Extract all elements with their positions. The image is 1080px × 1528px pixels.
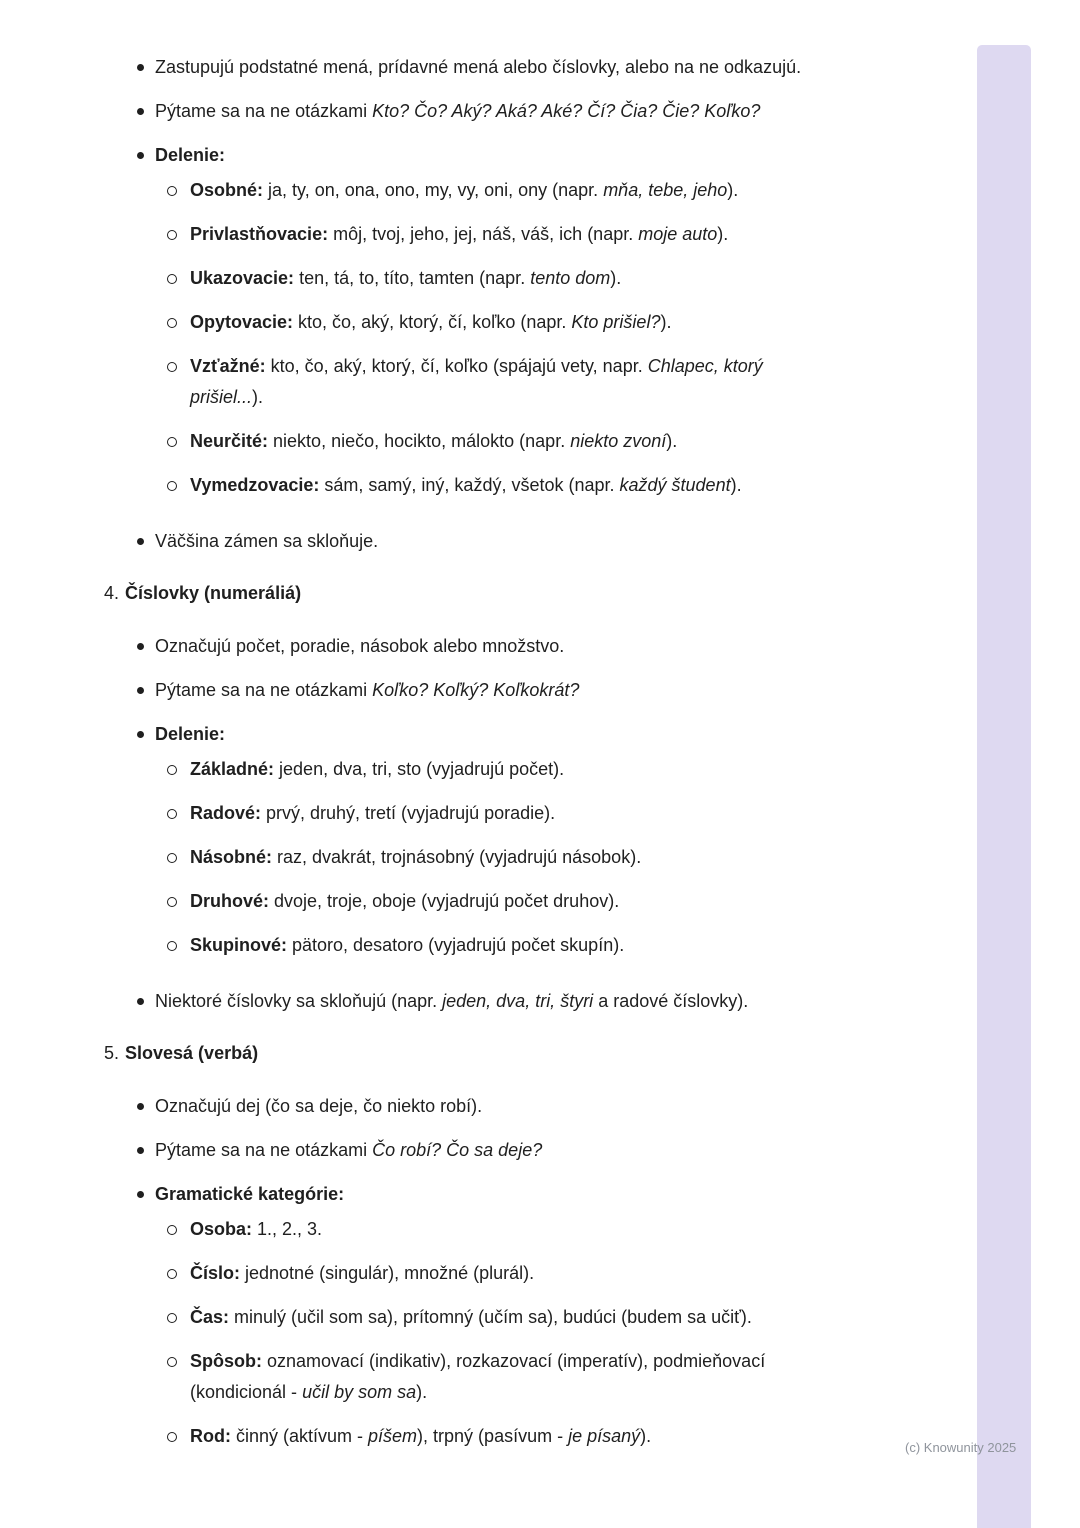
list-item-text: Označujú dej (čo sa deje, čo niekto robí). bbox=[155, 1096, 483, 1116]
list-item bbox=[104, 631, 822, 662]
list-item-text: Delenie: bbox=[155, 724, 226, 744]
bullet-circle-icon bbox=[167, 175, 190, 206]
list-item-text: Čas: minulý (učil som sa), prítomný (učím sa), budúci (budem sa učiť). bbox=[190, 1307, 752, 1327]
bullet-circle-icon bbox=[167, 754, 190, 785]
bullet-circle-icon bbox=[167, 930, 190, 961]
sub-list-item bbox=[104, 1421, 822, 1452]
sub-list-item bbox=[104, 1302, 822, 1333]
bullet-circle-icon bbox=[167, 1214, 190, 1245]
sub-list-item bbox=[104, 930, 822, 961]
bullet-circle-icon bbox=[167, 1346, 190, 1408]
list-item bbox=[104, 140, 822, 171]
list-item-text: Osobné: ja, ty, on, ona, ono, my, vy, oni, ony (napr. mňa, tebe, jeho). bbox=[190, 180, 739, 200]
bullet-circle-icon bbox=[167, 1302, 190, 1333]
sub-list-item bbox=[104, 307, 822, 338]
list-item-text: Vymedzovacie: sám, samý, iný, každý, všetok (napr. každý študent). bbox=[190, 475, 742, 495]
list-item-text: Druhové: dvoje, troje, oboje (vyjadrujú počet druhov). bbox=[190, 891, 620, 911]
section-heading bbox=[104, 578, 822, 609]
sub-list-item bbox=[104, 798, 822, 829]
list-item-text: Spôsob: oznamovací (indikativ), rozkazovací (imperatív), podmieňovací (kondicionál - učil by som sa). bbox=[190, 1351, 766, 1402]
sub-list-item bbox=[104, 842, 822, 873]
bullet-disc-icon bbox=[137, 96, 155, 127]
bullet-circle-icon bbox=[167, 1421, 190, 1452]
bullet-circle-icon bbox=[167, 307, 190, 338]
list-item-text: Skupinové: pätoro, desatoro (vyjadrujú počet skupín). bbox=[190, 935, 625, 955]
section-number: 4. bbox=[104, 583, 120, 603]
section-number: 5. bbox=[104, 1043, 120, 1063]
bullet-disc-icon bbox=[137, 986, 155, 1017]
section-title: Slovesá (verbá) bbox=[125, 1043, 259, 1063]
list-item-text: Privlastňovacie: môj, tvoj, jeho, jej, náš, váš, ich (napr. moje auto). bbox=[190, 224, 729, 244]
bullet-circle-icon bbox=[167, 426, 190, 457]
sub-list-item bbox=[104, 754, 822, 785]
list-item-text: Násobné: raz, dvakrát, trojnásobný (vyjadrujú násobok). bbox=[190, 847, 642, 867]
list-item bbox=[104, 1179, 822, 1210]
sub-list-item bbox=[104, 1258, 822, 1289]
list-item bbox=[104, 52, 822, 83]
watermark: (c) Knowunity 2025 bbox=[905, 1440, 1017, 1455]
list-item-text: Radové: prvý, druhý, tretí (vyjadrujú poradie). bbox=[190, 803, 556, 823]
bullet-disc-icon bbox=[137, 675, 155, 706]
sub-list-item bbox=[104, 1346, 822, 1408]
list-item bbox=[104, 1135, 822, 1166]
list-item bbox=[104, 986, 822, 1017]
list-item-text: Opytovacie: kto, čo, aký, ktorý, čí, koľko (napr. Kto prišiel?). bbox=[190, 312, 672, 332]
list-item-text: Pýtame sa na ne otázkami Koľko? Koľký? Koľkokrát? bbox=[155, 680, 580, 700]
bullet-disc-icon bbox=[137, 1091, 155, 1122]
bullet-circle-icon bbox=[167, 263, 190, 294]
bullet-disc-icon bbox=[137, 1135, 155, 1166]
list-item-text: Väčšina zámen sa skloňuje. bbox=[155, 531, 379, 551]
section-title: Číslovky (numeráliá) bbox=[125, 583, 302, 603]
sub-list-item bbox=[104, 263, 822, 294]
bullet-disc-icon bbox=[137, 526, 155, 557]
list-item-text: Vzťažné: kto, čo, aký, ktorý, čí, koľko (spájajú vety, napr. Chlapec, ktorý prišiel...). bbox=[190, 356, 763, 407]
list-item-text: Označujú počet, poradie, násobok alebo množstvo. bbox=[155, 636, 565, 656]
bullet-disc-icon bbox=[137, 52, 155, 83]
list-item bbox=[104, 96, 822, 127]
sub-list-item bbox=[104, 426, 822, 457]
sub-list-item bbox=[104, 1214, 822, 1245]
document-content bbox=[104, 52, 822, 1465]
list-item-text: Pýtame sa na ne otázkami Čo robí? Čo sa deje? bbox=[155, 1140, 543, 1160]
list-item-text: Zastupujú podstatné mená, prídavné mená alebo číslovky, alebo na ne odkazujú. bbox=[155, 57, 802, 77]
bullet-circle-icon bbox=[167, 219, 190, 250]
bullet-circle-icon bbox=[167, 842, 190, 873]
bullet-circle-icon bbox=[167, 798, 190, 829]
list-item-text: Niektoré číslovky sa skloňujú (napr. jeden, dva, tri, štyri a radové číslovky). bbox=[155, 991, 749, 1011]
sub-list-item bbox=[104, 219, 822, 250]
list-item bbox=[104, 526, 822, 557]
section-heading bbox=[104, 1038, 822, 1069]
list-item-text: Pýtame sa na ne otázkami Kto? Čo? Aký? Aká? Aké? Čí? Čia? Čie? Koľko? bbox=[155, 101, 761, 121]
bullet-circle-icon bbox=[167, 470, 190, 501]
list-item-text: Ukazovacie: ten, tá, to, títo, tamten (napr. tento dom). bbox=[190, 268, 622, 288]
list-item-text: Základné: jeden, dva, tri, sto (vyjadrujú počet). bbox=[190, 759, 565, 779]
sub-list-item bbox=[104, 470, 822, 501]
right-accent-bar bbox=[977, 45, 1031, 1528]
sub-list-item bbox=[104, 351, 822, 413]
list-item-text: Delenie: bbox=[155, 145, 226, 165]
bullet-circle-icon bbox=[167, 351, 190, 413]
bullet-disc-icon bbox=[137, 140, 155, 171]
list-item-text: Gramatické kategórie: bbox=[155, 1184, 345, 1204]
sub-list-item bbox=[104, 886, 822, 917]
bullet-disc-icon bbox=[137, 1179, 155, 1210]
list-item bbox=[104, 719, 822, 750]
bullet-disc-icon bbox=[137, 719, 155, 750]
list-item-text: Osoba: 1., 2., 3. bbox=[190, 1219, 323, 1239]
list-item-text: Neurčité: niekto, niečo, hocikto, málokto (napr. niekto zvoní). bbox=[190, 431, 678, 451]
sub-list-item bbox=[104, 175, 822, 206]
bullet-disc-icon bbox=[137, 631, 155, 662]
list-item-text: Rod: činný (aktívum - píšem), trpný (pasívum - je písaný). bbox=[190, 1426, 652, 1446]
list-item-text: Číslo: jednotné (singulár), množné (plurál). bbox=[190, 1263, 535, 1283]
bullet-circle-icon bbox=[167, 1258, 190, 1289]
list-item bbox=[104, 675, 822, 706]
list-item bbox=[104, 1091, 822, 1122]
bullet-circle-icon bbox=[167, 886, 190, 917]
